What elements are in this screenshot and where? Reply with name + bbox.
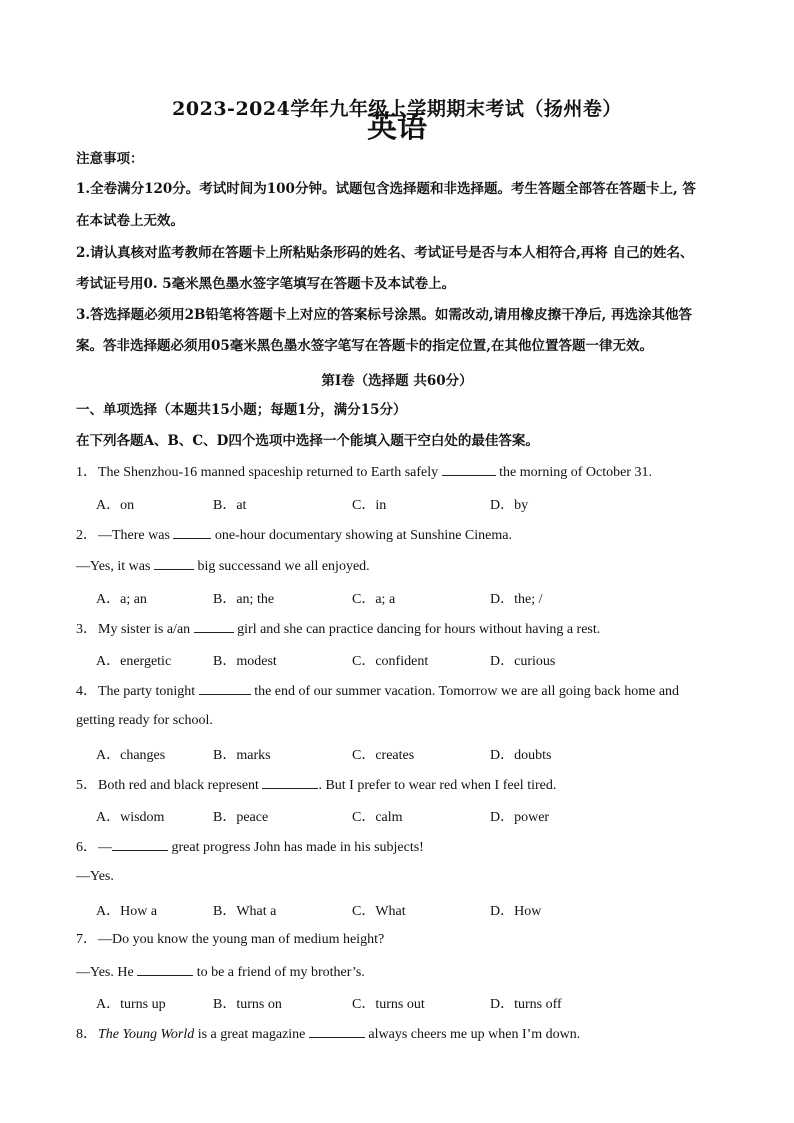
question-number: 7． — [76, 932, 97, 947]
question-number: 3． — [76, 622, 97, 637]
question-stem: girl and she can practice dancing for hours without having a rest. — [237, 622, 601, 637]
answer-blank — [442, 462, 496, 476]
question-number: 6． — [76, 840, 97, 855]
question-5 — [76, 775, 556, 795]
question-8 — [76, 1024, 580, 1044]
option-b: B．at — [213, 498, 247, 513]
question-stem: —Yes, it was — [76, 559, 151, 574]
answer-blank — [199, 681, 251, 695]
option-d: D．turns off — [490, 997, 562, 1012]
notice-item-2-cont: 考试证号用0. 5毫米黑色墨水签字笔填写在答题卡及本试卷上。 — [76, 276, 456, 292]
answer-blank — [154, 556, 194, 570]
question-7-reply — [76, 962, 365, 982]
question-number: 5． — [76, 778, 97, 793]
answer-blank — [262, 775, 318, 789]
magazine-title: The Young World — [98, 1027, 195, 1042]
question-stem: the morning of October 31. — [499, 465, 652, 480]
notice-item-3-cont: 案。答非选择题必须用05毫米黑色墨水签字笔写在答题卡的指定位置,在其他位置答题一律无效。 — [76, 338, 653, 354]
option-b: B．modest — [213, 654, 277, 669]
option-d: D．by — [490, 498, 529, 513]
option-a: A．changes — [96, 748, 166, 763]
notice-item-3: 3.答选择题必须用2B铅笔将答题卡上对应的答案标号涂黑。如需改动,请用橡皮擦干净后, 再选涂其他答 — [76, 307, 692, 323]
question-7 — [76, 931, 384, 949]
option-c: C．confident — [352, 654, 429, 669]
question-stem: . But I prefer to wear red when I feel tired. — [318, 778, 557, 793]
option-b: B．peace — [213, 810, 269, 825]
question-stem: is a great magazine — [197, 1027, 306, 1042]
section-instruction: 在下列各题A、B、C、D四个选项中选择一个能填入题干空白处的最佳答案。 — [76, 433, 539, 449]
question-6 — [76, 837, 424, 857]
question-4-cont: getting ready for school. — [76, 713, 213, 728]
question-number: 4． — [76, 684, 97, 699]
option-d: D．power — [490, 810, 550, 825]
option-b: B．What a — [213, 904, 277, 919]
notice-item-1: 1.全卷满分120分。考试时间为100分钟。试题包含选择题和非选择题。考生答题全部答在答题卡上, 答 — [76, 181, 696, 197]
option-c: C．What — [352, 904, 406, 919]
question-stem: — — [98, 840, 112, 855]
notice-item-1-cont: 在本试卷上无效。 — [76, 213, 184, 229]
option-c: C．a; a — [352, 592, 396, 607]
option-c: C．in — [352, 498, 387, 513]
option-d: D．curious — [490, 654, 556, 669]
option-a: A．wisdom — [96, 810, 165, 825]
question-stem: The Shenzhou-16 manned spaceship returned to Earth safely — [98, 465, 439, 480]
question-3 — [76, 619, 600, 639]
question-2-reply — [76, 556, 370, 576]
question-stem: —There was — [98, 528, 170, 543]
option-c: C．turns out — [352, 997, 425, 1012]
question-stem: the end of our summer vacation. Tomorrow we are all going back home and — [254, 684, 680, 699]
question-2 — [76, 525, 512, 545]
answer-blank — [194, 619, 234, 633]
question-1 — [76, 462, 652, 482]
answer-blank — [173, 525, 211, 539]
exam-title: 2023-2024学年九年级上学期期末考试（扬州卷） — [172, 98, 622, 120]
option-b: B．turns on — [213, 997, 282, 1012]
question-stem: The party tonight — [98, 684, 196, 699]
option-a: A．a; an — [96, 592, 147, 607]
option-a: A．on — [96, 498, 135, 513]
question-stem: to be a friend of my brother’s. — [196, 965, 365, 980]
question-6-reply: —Yes. — [76, 869, 114, 884]
notice-item-2: 2.请认真核对监考教师在答题卡上所粘贴条形码的姓名、考试证号是否与本人相符合,再将 自己的姓名、 — [76, 245, 694, 261]
question-stem: great progress John has made in his subjects! — [171, 840, 424, 855]
question-stem: —Yes. He — [76, 965, 134, 980]
part-title: 第I卷（选择题 共60分） — [321, 373, 473, 389]
question-number: 2． — [76, 528, 97, 543]
option-d: D．doubts — [490, 748, 552, 763]
section-heading: 一、单项选择（本题共15小题；每题1分，满分15分） — [76, 402, 407, 418]
question-stem: —Do you know the young man of medium height? — [98, 932, 385, 947]
question-stem: one-hour documentary showing at Sunshine Cinema. — [214, 528, 512, 543]
option-d: D．the; / — [490, 592, 543, 607]
answer-blank — [112, 837, 168, 851]
option-b: B．an; the — [213, 592, 275, 607]
question-stem: always cheers me up when I’m down. — [368, 1027, 581, 1042]
answer-blank — [309, 1024, 365, 1038]
option-c: C．creates — [352, 748, 415, 763]
option-a: A．turns up — [96, 997, 166, 1012]
question-number: 8． — [76, 1027, 97, 1042]
option-b: B．marks — [213, 748, 271, 763]
option-c: C．calm — [352, 810, 403, 825]
question-number: 1． — [76, 465, 97, 480]
notice-heading: 注意事项： — [76, 151, 144, 167]
question-stem: My sister is a/an — [98, 622, 191, 637]
subject-title: 英语 — [367, 110, 427, 145]
answer-blank — [137, 962, 193, 976]
option-a: A．energetic — [96, 654, 172, 669]
option-a: A．How a — [96, 904, 158, 919]
question-4 — [76, 681, 679, 701]
question-stem: big successand we all enjoyed. — [197, 559, 370, 574]
question-stem: Both red and black represent — [98, 778, 259, 793]
option-d: D．How — [490, 904, 542, 919]
